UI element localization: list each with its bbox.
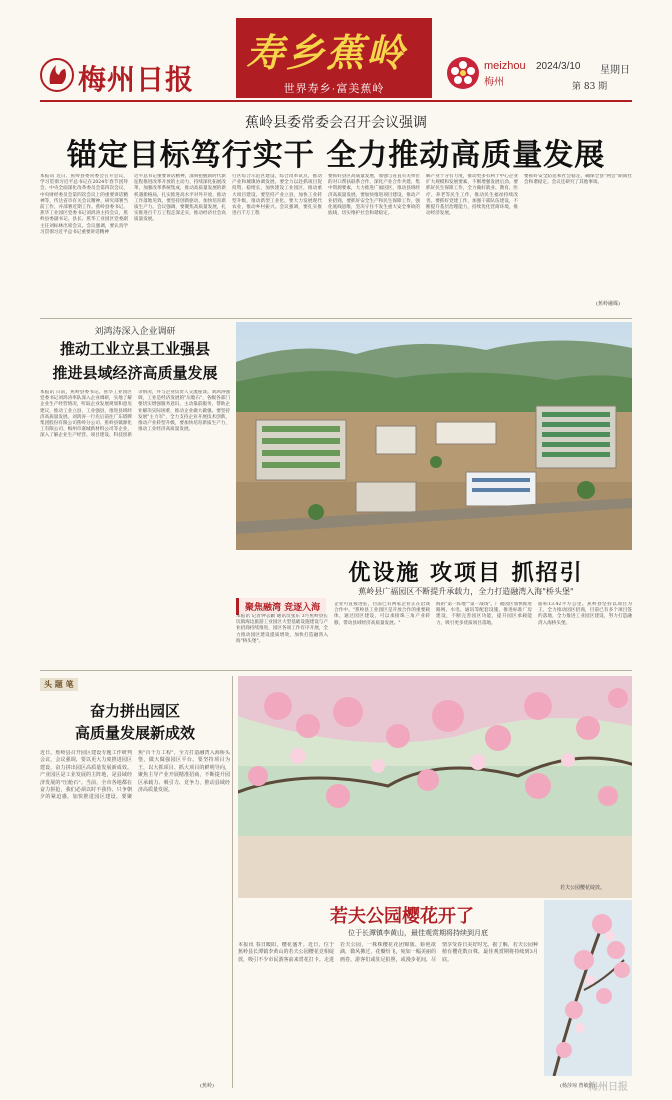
hero-col-2: 企业可直接进驻，目前已有两家企业正在洽谈合作中。"蕉岭县工业园区是开放合作的重要载体，通过园区建设，可以承接珠三角产业转移，带动县域经济高质量发展。" — [334, 602, 430, 626]
sakura-credit: (杨莎琼 曾敏怡) — [560, 1083, 596, 1089]
essay-body: 近日，蕉岭县召开园区建设专题工作研判会议，会议强调，要以更大力度推进园区建设，奋力拼出园区高质量发展新成效。产业园区是工业发展的主阵地，是县域经济发展的"压舱石"。当前，全市各地都在奋力拼抢，我们必须以时不我待、只争朝夕的紧迫感，加快推进园区建设，要聚焦"百千万工程"，全力打造融湾入海桥头堡，做大做强园区平台。要坚持项目为王，以大抓项目、抓大项目的鲜明导向，聚焦主导产业开展精准招商，不断提升园区承载力、吸引力、竞争力，推动县域经济高质量发展。 — [40, 750, 230, 801]
paper-name: 梅州日报 — [78, 63, 195, 96]
issue-date: 2024/3/10 — [536, 61, 581, 72]
issue-weekday: 星期日 — [600, 65, 630, 76]
sakura-photo — [238, 676, 632, 898]
watermark-text: 梅州日报 — [588, 1082, 628, 1093]
flame-logo-icon — [40, 58, 74, 92]
sakura-subhead: 位于长潭镇李黄山，最佳观赏期将持续到月底 — [348, 929, 488, 937]
industrial-park-photo — [236, 322, 632, 550]
hero-section-label: 聚焦融湾 竞逐入海 — [236, 598, 326, 615]
supplement-banner — [236, 18, 432, 98]
lead-col-2: 近平总书记重要讲话精神，深刻把握新时代新征程推进改革开放的主动力，持续深化拓展改革，加强改革系统集成，推动高质量发展的新机遇新格局，扎实推进高水平对外开放，推动工作落地见效。要坚持创新驱动，加快培育新质生产力。会议强调，要聚焦高质量发展，扎实推进百千万工程走深走实，推动经济社会高质量发展。 — [134, 174, 226, 223]
left-story-headline-1: 推动工业立县工业强县 — [59, 340, 210, 358]
lead-col-1: 本报讯 近日，蕉岭县委常委会召开会议，学习贯彻习近平总书记在2024年春节团拜会、中央全面深化改革委员会第四次会议、中央财经委员会第四次会议上的重要讲话精神等，传达省市有关会议精神，研究部署当前工作，并部署近期工作。蕉岭县委书记、蕉华工业园区党委书记刘鸿涛主持会议，蕉岭县委副书记、县长、蕉华工业园区党委副主任刘标林出席会议。会议强调，要认真学习贯彻习近平总书记重要讲话精神 — [40, 174, 128, 235]
hero-col-3: 海的"第一阵地""第一战场"。广福园区加快推进路网、水电、通讯等配套设施，推进标准厂房建设，不断完善园区功能，提升园区承载能力，吸引更多优质项目落地。 — [436, 602, 532, 626]
lead-col-5: 解产业十分有力度，推动更多有利于中心企业扩大规模和发展要素，不断增强发展后劲。要抓好民生保障工作，全力做好就业、教育、医疗、养老等民生工作，推动民生福祉持续改善。要抓好党建工作，加强干部队伍建设，不断提升基层治理能力，持续优化营商环境，推动经济发展。 — [426, 174, 518, 217]
hero-col-4: 面积13.42平方公里。蕉岭县坚持以项目为王，全力推动园区招商，目前已有多个项目签约落地，全力推进工业园区建设，努力打造融湾入海桥头堡。 — [538, 602, 632, 626]
lead-kicker: 蕉岭县委常委会召开会议强调 — [245, 115, 427, 131]
city-flower-icon — [446, 56, 480, 90]
left-story-headline-2: 推进县域经济高质量发展 — [52, 364, 218, 382]
hero-col-1: 本报讯 记者钟志颖 通讯员张东 3月蕉岭县长坑镇海边旅游工业园区大型基础设施建设与产业招商持续推进，园区各项工作有序开展，全力推动园区建设提质增效，加快打造融湾入海"桥头堡"。 — [236, 614, 328, 644]
lead-col-6: 要抓好安全防范和社会稳定，确保全县"两会"期间社会和谐稳定。会议还研究了其他事项。 — [524, 174, 632, 186]
hero-headline: 优设施 攻项目 抓招引 — [348, 560, 584, 586]
hero-subhead: 蕉岭县广福园区不断提升承载力，全力打造融湾入海"桥头堡" — [358, 587, 574, 596]
mid-divider — [40, 670, 632, 671]
masthead — [0, 0, 672, 104]
lead-divider — [40, 318, 632, 319]
left-story-body: 本报讯 日前，蕉岭县委书记、蕉华工业园区党委书记刘鸿涛率队深入企业调研，实地了解企业生产经营情况，听取企业发展规划和意见建议，推动工业立县、工业强县，推进县域经济高质量发展。刘鸿涛一行先后前往广东塔牌集团股份有限公司蕉岭分公司、蕉岭县镇源化工有限公司、梅州市嘉城新材料公司等企业，深入了解企业生产经营、项目建设、科技创新等情况，并与企业负责人交流座谈。刘鸿涛强调，工业是经济发展的"压舱石"，各级各部门要切实增强服务意识，主动靠前服务，帮助企业解决实际困难，推动企业做大做强。要坚持发展"主力军"，全力支持企业开展技术创新，推动产业转型升级，要加快培育新质生产力，推动工业经济高质量发展。 — [40, 390, 230, 439]
lead-col-3: 行区综合示范区建设、综合改革试点，推动产业和城镇协调发展。要全力以赴抓项目促投资、稳增长，加快建设工业园区，推动重大项目建设。要坚持产业立县，加快工业转型升级，推动新型工业化，要大力发展现代农业，推动乡村振兴。会议强调，要扎实推进百千万工程 — [232, 174, 322, 217]
supplement-title: 寿乡蕉岭 — [246, 30, 407, 75]
lead-byline: (蕉岭融媒) — [596, 301, 620, 307]
supplement-slogan: 世界寿乡·富美蕉岭 — [283, 83, 385, 95]
left-story-kicker: 刘鸿涛深入企业调研 — [94, 327, 176, 337]
essay-divider — [232, 676, 233, 1088]
sakura-photo-caption: 若夫公园樱花绽放。 — [560, 885, 606, 891]
lead-headline: 锚定目标笃行实干 全力推动高质量发展 — [66, 138, 606, 173]
essay-headline-1: 奋力拼出园区 — [89, 702, 180, 720]
masthead-rule — [40, 100, 632, 102]
essay-byline: (蕉岭) — [200, 1083, 214, 1089]
essay-headline-2: 高质量发展新成效 — [74, 724, 195, 742]
essay-tag: 头 题 笔 — [40, 678, 78, 691]
sakura-body: 本报讯 春日暖阳，樱花盛开。近日，位于蕉岭县长潭镇李黄山的若夫公园樱花竞相绽放，吸引不少市民游客前来赏花打卡。走进若夫公园，一株株樱花花团锦簇、娇艳欲滴，微风拂过，花瓣纷飞，宛如一幅美丽的画卷。游客们或驻足拍照，或漫步花间，尽情享受春日美好时光。据了解，若夫公园种植有樱花数百株，最佳观赏期将持续到3月底。 — [238, 942, 538, 963]
issue-number: 第 83 期 — [572, 82, 608, 92]
lead-col-4: 要抓好县区高质量发展，加强与省直有关单位的对口帮扶联系合作，深化产业合作共建、集中资源要素，大力推进广福园区，推动县域经济高质量发展。要加快推进项目建设，推动产业招商，要抓好安全生产和民生保障工作，强化底线思维，坚决守住不发生重大安全事故的底线，切实维护社会和谐稳定。 — [328, 174, 420, 217]
city-logo-text: meizhou — [484, 60, 526, 72]
sakura-headline: 若夫公园樱花开了 — [330, 906, 474, 927]
sakura-inset-photo — [544, 900, 632, 1076]
city-logo-cn: 梅州 — [484, 77, 504, 88]
